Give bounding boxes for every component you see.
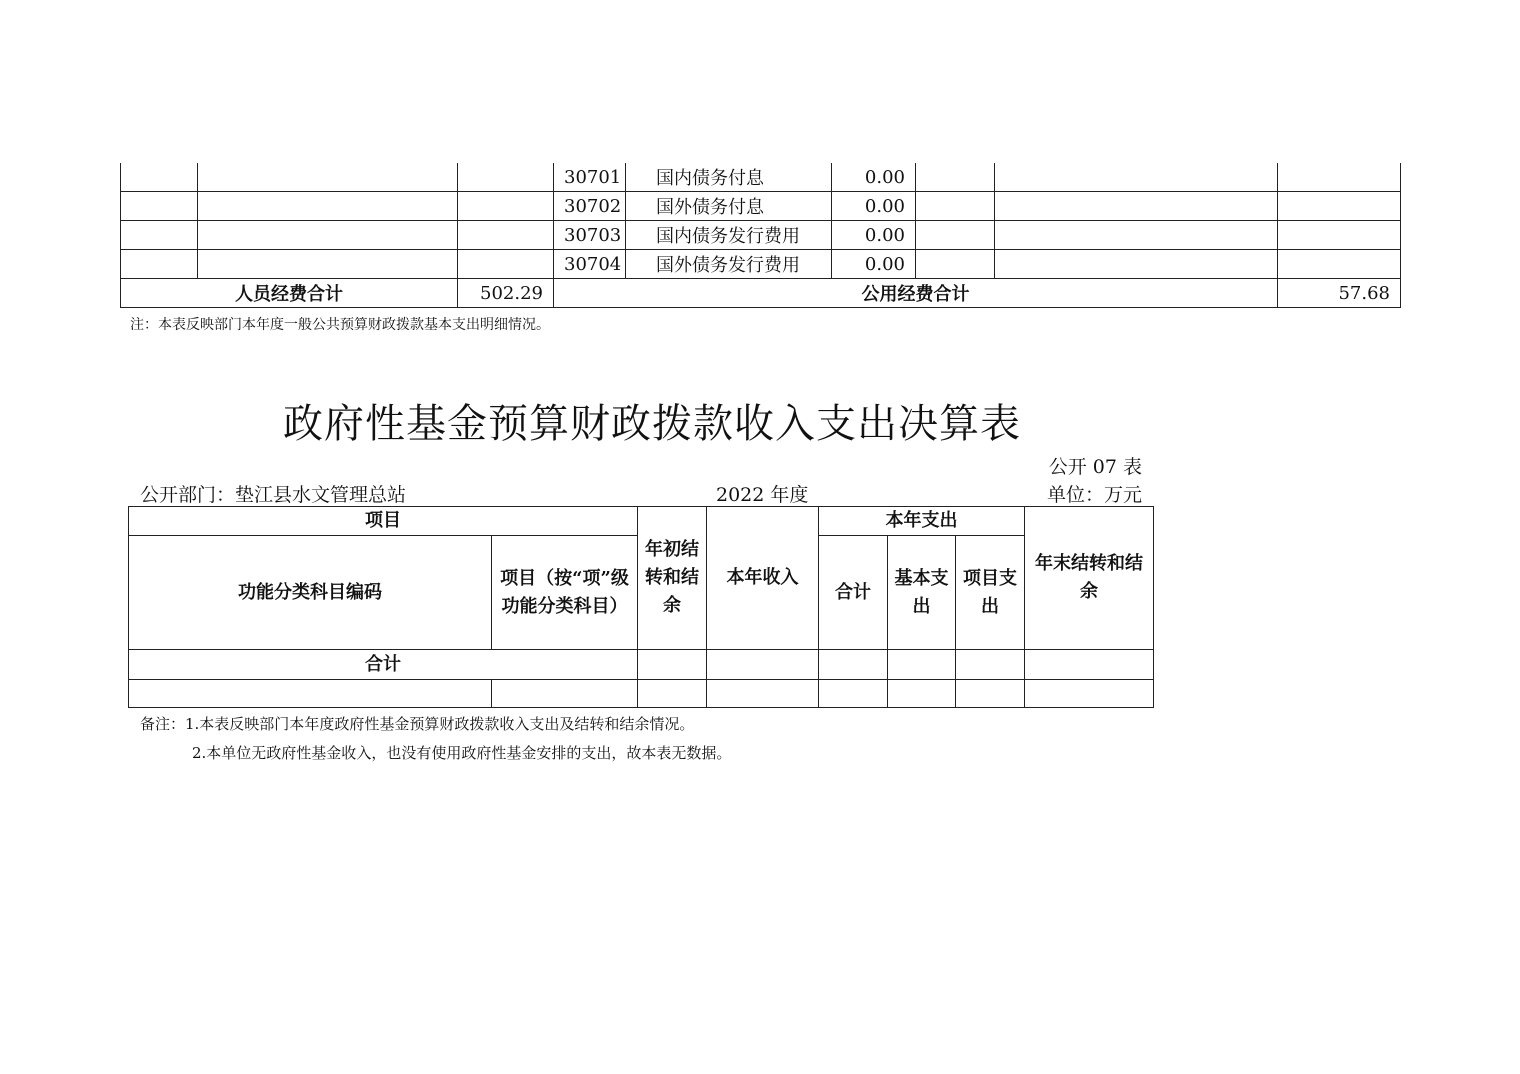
table2-note-2: 2.本单位无政府性基金收入，也没有使用政府性基金安排的支出，故本表无数据。	[192, 744, 732, 762]
public-total-value: 57.68	[1278, 279, 1401, 308]
amount: 0.00	[832, 163, 916, 192]
header-func-code: 功能分类科目编码	[129, 536, 492, 650]
header-basic-expense: 基本支出	[888, 536, 956, 650]
table-row	[121, 163, 1401, 192]
table-row	[121, 221, 1401, 250]
econ-name: 国内债务发行费用	[626, 221, 832, 250]
econ-code: 30701	[554, 163, 626, 192]
page-title: 政府性基金预算财政拨款收入支出决算表	[283, 401, 1021, 447]
header-item-name: 项目（按“项”级功能分类科目）	[492, 536, 638, 650]
personnel-total-value: 502.29	[458, 279, 554, 308]
department-label: 公开部门：垫江县水文管理总站	[140, 484, 407, 506]
header-opening-balance: 年初结转和结余	[638, 507, 707, 650]
basic-expenditure-table	[120, 163, 1401, 308]
amount: 0.00	[832, 192, 916, 221]
econ-name: 国内债务付息	[626, 163, 832, 192]
amount: 0.00	[832, 250, 916, 279]
econ-name: 国外债务付息	[626, 192, 832, 221]
table1-body	[121, 163, 1401, 308]
econ-name: 国外债务发行费用	[626, 250, 832, 279]
econ-code: 30704	[554, 250, 626, 279]
public-total-label: 公用经费合计	[554, 279, 1278, 308]
amount: 0.00	[832, 221, 916, 250]
table1-note: 注：本表反映部门本年度一般公共预算财政拨款基本支出明细情况。	[130, 317, 550, 333]
unit-label: 单位：万元	[1046, 484, 1142, 506]
year-label: 2022 年度	[716, 484, 809, 506]
table-row	[121, 192, 1401, 221]
fund-budget-table	[128, 506, 1154, 708]
header-expense: 本年支出	[819, 507, 1025, 536]
header-item: 项目	[129, 507, 638, 536]
total-row	[129, 650, 1154, 680]
table-row	[121, 250, 1401, 279]
personnel-total-label: 人员经费合计	[121, 279, 458, 308]
total-row-label: 合计	[129, 650, 638, 680]
form-number: 公开 07 表	[1048, 456, 1142, 478]
econ-code: 30703	[554, 221, 626, 250]
header-expense-total: 合计	[819, 536, 888, 650]
header-closing-balance: 年末结转和结余	[1025, 507, 1154, 650]
table2-note-1: 备注：1.本表反映部门本年度政府性基金预算财政拨款收入支出及结转和结余情况。	[140, 715, 695, 733]
totals-row	[121, 279, 1401, 308]
econ-code: 30702	[554, 192, 626, 221]
header-project-expense: 项目支出	[956, 536, 1025, 650]
header-income: 本年收入	[707, 507, 819, 650]
table-row	[129, 680, 1154, 708]
